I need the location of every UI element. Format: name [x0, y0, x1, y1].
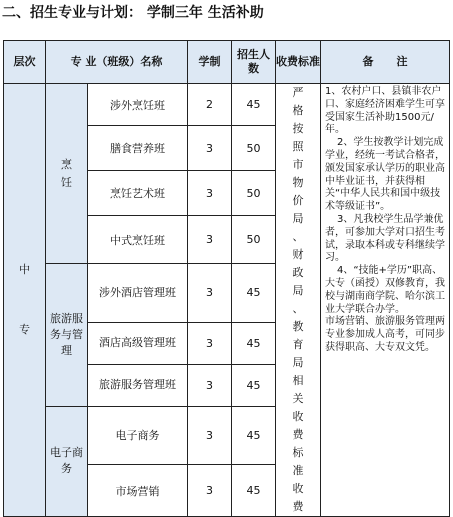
enrollment-value: 45	[232, 406, 276, 465]
duration-value: 3	[188, 406, 232, 465]
notes-cell	[321, 84, 450, 517]
col-header-enrollment: 招生人数	[232, 41, 276, 84]
col-header-level: 层次	[4, 41, 46, 84]
enrollment-value: 45	[232, 264, 276, 323]
program-name: 涉外烹饪班	[88, 84, 188, 126]
category-label: 旅游服务与管理	[50, 311, 83, 357]
col-header-notes: 备 注	[321, 41, 450, 84]
enrollment-value: 50	[232, 216, 276, 264]
category-cell-0	[46, 84, 88, 264]
duration-value: 3	[188, 322, 232, 364]
duration-value: 3	[188, 264, 232, 323]
note-4: 4、“技能+学历”职高、大专（函授）双修教育，我校与湖南商学院、哈尔滨工业大学联合办学。	[325, 265, 445, 315]
duration-value: 2	[188, 84, 232, 126]
duration-value: 3	[188, 126, 232, 171]
category-label: 电子商务	[50, 446, 83, 476]
enrollment-value: 50	[232, 126, 276, 171]
vertical-text: 烹 饪	[61, 157, 72, 189]
note-3: 3、凡我校学生品学兼优者，可参加大学对口招生考试，录取本科或专科继续学习。	[325, 213, 445, 264]
enrollment-value: 50	[232, 171, 276, 216]
duration-value: 3	[188, 171, 232, 216]
col-header-duration: 学制	[188, 41, 232, 84]
program-name: 膳食营养班	[88, 126, 188, 171]
duration-value: 3	[188, 216, 232, 264]
enrollment-table	[3, 40, 450, 517]
program-name: 中式烹饪班	[88, 216, 188, 264]
enrollment-value: 45	[232, 364, 276, 406]
program-name: 市场营销	[88, 465, 188, 517]
program-name: 旅游服务管理班	[88, 364, 188, 406]
note-1: 1、农村户口、县镇非农户口、家庭经济困难学生可享受国家生活补助1500元/年。	[325, 86, 445, 136]
note-2: 2、学生按教学计划完成学业，经统一考试合格者，颁发国家承认学历的职业高中毕业证书，并获得相关“中华人民共和国中级技术等级证书”。	[325, 137, 445, 213]
note-5: 市场营销、旅游服务管理两专业参加成人高考，可同步获得职高、大专双文凭。	[325, 316, 445, 353]
enrollment-value: 45	[232, 465, 276, 517]
col-header-program: 专 业（班级）名称	[46, 41, 188, 84]
program-name: 酒店高级管理班	[88, 322, 188, 364]
enrollment-value: 45	[232, 322, 276, 364]
section-heading: 二、招生专业与计划： 学制三年 生活补助	[2, 5, 264, 21]
fee-standard-cell	[276, 84, 321, 517]
duration-value: 3	[188, 364, 232, 406]
program-name: 烹饪艺术班	[88, 171, 188, 216]
program-name: 电子商务	[88, 406, 188, 465]
col-header-fee: 收费标准	[276, 41, 321, 84]
enrollment-value: 45	[232, 84, 276, 126]
level-cell	[4, 84, 46, 517]
program-name: 涉外酒店管理班	[88, 264, 188, 323]
category-cell-1	[46, 264, 88, 407]
vertical-text: 严 格 按 照 市 物 价 局 、 财 政 局 、 教 育 局 相 关 收 费 标 准 收 费	[292, 86, 304, 513]
duration-value: 3	[188, 465, 232, 517]
vertical-text: 中 专	[19, 263, 30, 336]
